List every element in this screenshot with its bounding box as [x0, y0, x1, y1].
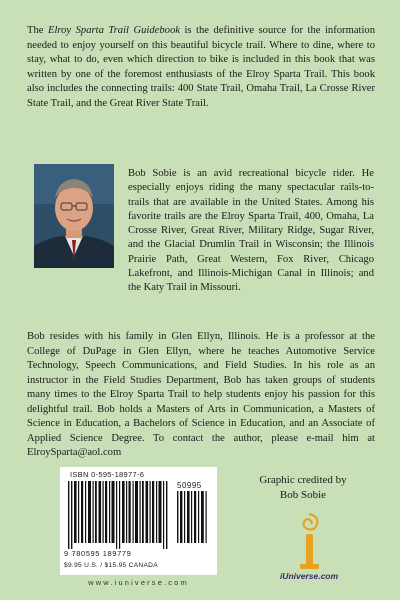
graphic-credit-line-2: Bob Sobie	[279, 488, 327, 501]
book-title: Elroy Sparta Trail Guidebook	[47, 25, 180, 36]
intro-prefix: The	[27, 25, 44, 36]
price-label: $9.95 U.S. / $15.95 CANADA	[64, 562, 158, 569]
barcode-box	[60, 467, 217, 575]
isbn-label: ISBN 0-595-18977-6	[70, 470, 145, 479]
author-photo	[34, 164, 114, 268]
iuniverse-logo-icon	[288, 510, 330, 572]
website-url: www.iuniverse.com	[88, 578, 189, 587]
author-bio-paragraph-2: Bob resides with his family in Glen Ellyn, Illinois. He is a professor at the College of DuPage in Glen Ellyn, where he teaches Automotive Service Technology, Speech Communications, and Field Studies. In his role as an instructor in the Field Studies Department, Bob has taken groups of students many times to the Elroy Sparta Trail to help students enjoy his passion for this delightful trail. Bob holds a Masters of Arts in Communication, a Masters of Science in Education, a Bachelors of Science in Education, and an Associate of Applied Science Degree. To contact the author, please e-mail him at ElroySparta@aol.com	[27, 331, 375, 458]
barcode-addon-code: 50995	[177, 481, 202, 490]
author-bio-paragraph-1: Bob Sobie is an avid recreational bicycle rider. He especially enjoys riding the many spectacular rails-to-trails that are available in the United States. Among his favorite trails are the Elroy Sparta Trail, 400, Omaha, La Crosse River, Great River, Military Ridge, Sugar River, and the Glacial Drumlin Trail in Wisconsin; the Illinois Prairie Path, Great Western, Fox River, Chicago Lakefront, and Illinois-Michigan Canal in Illinois; and the Katy Trail in Missouri.	[128, 168, 374, 294]
intro-paragraph	[27, 24, 375, 112]
author-portrait-image	[34, 164, 114, 268]
publisher-logo-text: iUniverse.com	[279, 571, 339, 581]
barcode-digits: 9 780595 189779	[64, 549, 132, 558]
barcode-icon	[64, 481, 212, 549]
graphic-credit-line-1: Graphic credited by	[259, 474, 347, 486]
intro-text: is the definitive source for the information needed to enjoy yourself on this beautiful bicycle trail. Where to dine, where to stay, what to do, even which direction to bike is included in this book that was written by one of the foremost enthusiasts of the Elroy Sparta Trail. This book also includes the connecting trails: 400 State Trail, Omaha Trail, La Crosse River State Trail, and the Great River State Trail.	[27, 25, 376, 109]
graphic-credit	[253, 473, 353, 502]
